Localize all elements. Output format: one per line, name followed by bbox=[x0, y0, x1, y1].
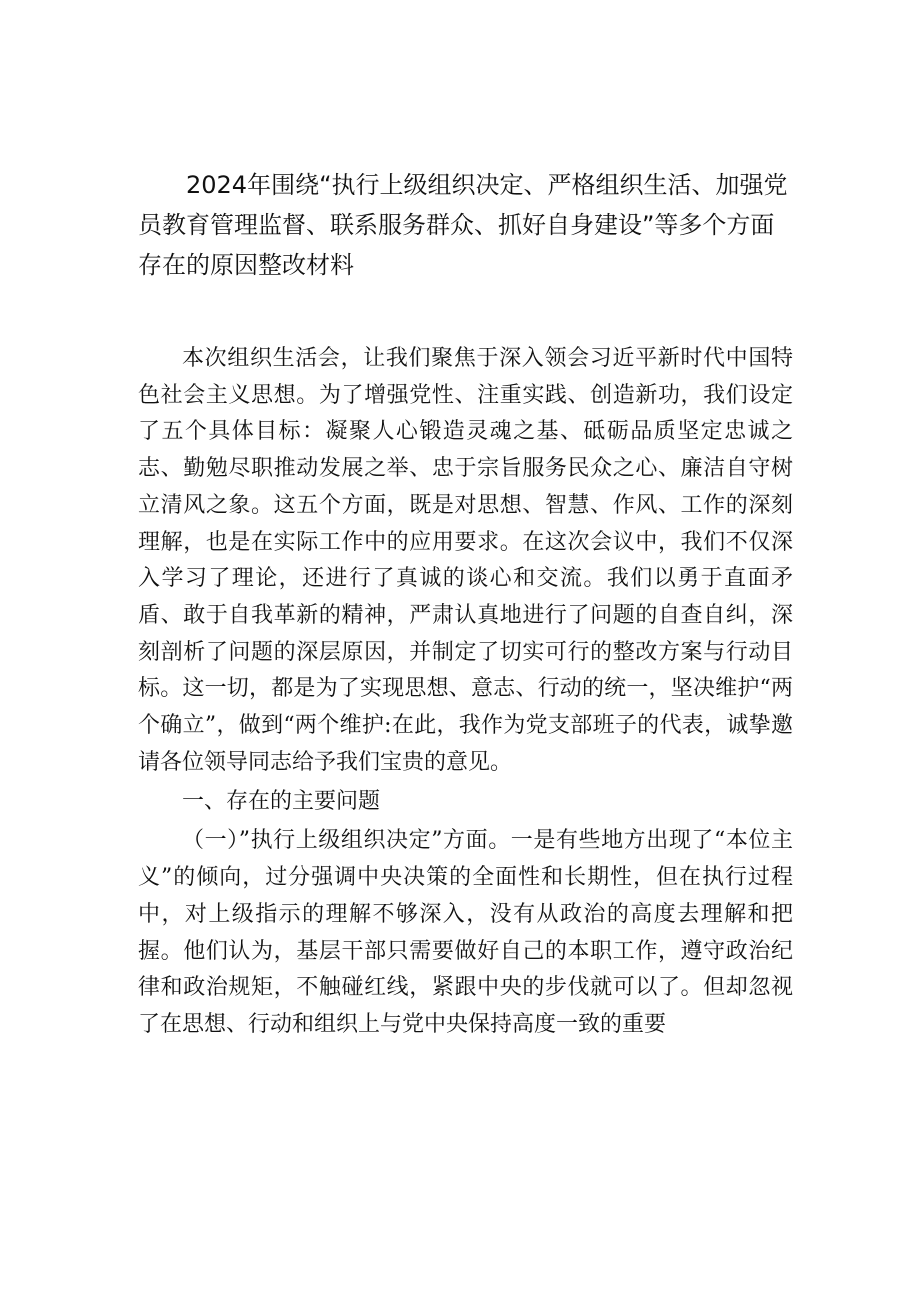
intro-paragraph: 本次组织生活会，让我们聚焦于深入领会习近平新时代中国特色社会主义思想。为了增强党性、注重实践、创造新功，我们设定了五个具体目标：凝聚人心锻造灵魂之基、砥砺品质坚定忠诚之志、勤勉尽职推动发展之举、忠于宗旨服务民众之心、廉洁自守树立清风之象。这五个方面，既是对思想、智慧、作风、工作的深刻理解，也是在实际工作中的应用要求。在这次会议中，我们不仅深入学习了理论，还进行了真诚的谈心和交流。我们以勇于直面矛盾、敢于自我革新的精神，严肃认真地进行了问题的自查自纠，深刻剖析了问题的深层原因，并制定了切实可行的整改方案与行动目标。这一切，都是为了实现思想、意志、行动的统一，坚决维护“两个确立”，做到“两个维护:在此，我作为党支部班子的代表，诚挚邀请各位领导同志给予我们宝贵的意见。 bbox=[138, 346, 793, 775]
document-body bbox=[138, 341, 793, 1044]
section-paragraph: （一）”执行上级组织决定”方面。一是有些地方出现了“本位主义”的倾向，过分强调中央决策的全面性和长期性，但在执行过程中，对上级指示的理解不够深入，没有从政治的高度去理解和把握。他们认为，基层干部只需要做好自己的本职工作，遵守政治纪律和政治规矩，不触碰红线，紧跟中央的步伐就可以了。但却忽视了在思想、行动和组织上与党中央保持高度一致的重要 bbox=[138, 828, 793, 1037]
section-heading-problems: 一、存在的主要问题 bbox=[182, 789, 381, 815]
document-title: 2024年围绕“执行上级组织决定、严格组织生活、加强党员教育管理监督、联系服务群众、抓好自身建设”等多个方面存在的原因整改材料 bbox=[138, 171, 788, 279]
